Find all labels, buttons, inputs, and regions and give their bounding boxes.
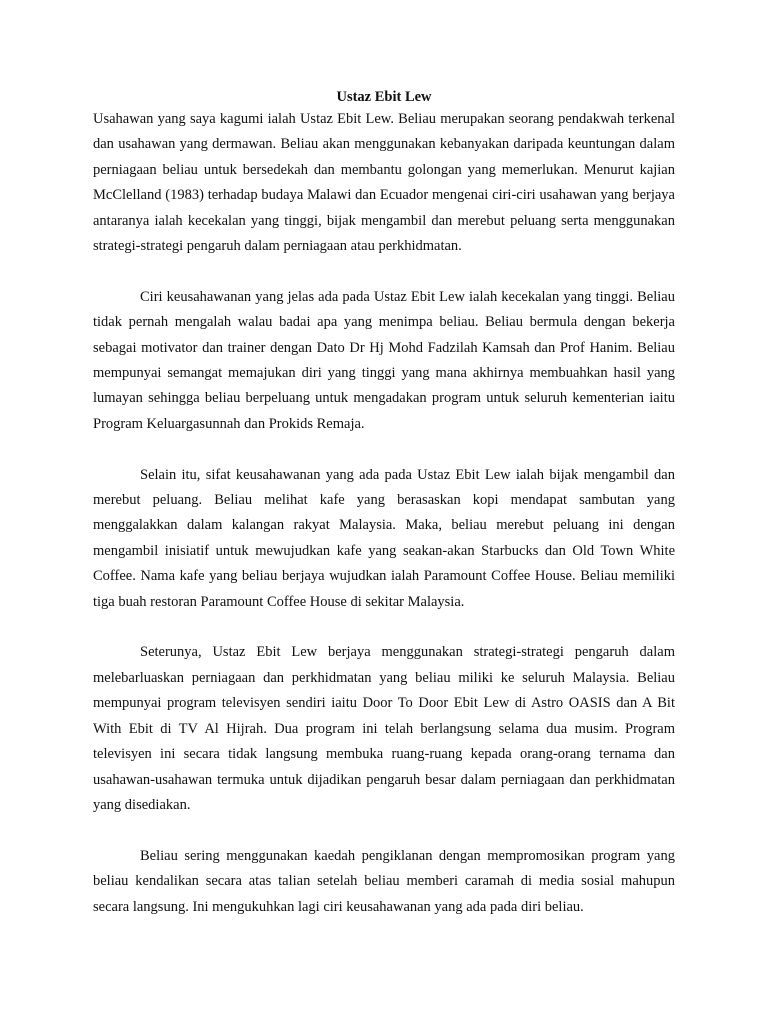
- paragraph-intro: Usahawan yang saya kagumi ialah Ustaz Ebit Lew. Beliau merupakan seorang pendakwah terkenal dan usahawan yang dermawan. Beliau akan menggunakan kebanyakan daripada keuntungan dalam perniagaan beliau untuk bersedekah dan membantu golongan yang memerlukan. Menurut kajian McClelland (1983) terhadap budaya Malawi dan Ecuador mengenai ciri-ciri usahawan yang berjaya antaranya ialah kecekalan yang tinggi, bijak mengambil dan merebut peluang serta menggunakan strategi-strategi pengaruh dalam perniagaan atau perkhidmatan.: [93, 111, 675, 255]
- paragraph-spacer: [93, 259, 675, 284]
- paragraph-spacer: [93, 437, 675, 462]
- paragraph-spacer: [93, 818, 675, 843]
- paragraph-kecekalan: Ciri keusahawanan yang jelas ada pada Ustaz Ebit Lew ialah kecekalan yang tinggi. Beliau tidak pernah mengalah walau badai apa yang menimpa beliau. Beliau bermula dengan bekerja sebagai motivator dan trainer dengan Dato Dr Hj Mohd Fadzilah Kamsah dan Prof Hanim. Beliau mempunyai semangat memajukan diri yang tinggi yang mana akhirnya membuahkan hasil yang lumayan sehingga beliau berpeluang untuk mengadakan program untuk seluruh kementerian iaitu Program Keluargasunnah dan Prokids Remaja.: [93, 288, 675, 432]
- paragraph-peluang: Selain itu, sifat keusahawanan yang ada pada Ustaz Ebit Lew ialah bijak mengambil dan merebut peluang. Beliau melihat kafe yang berasaskan kopi mendapat sambutan yang menggalakkan dalam kalangan rakyat Malaysia. Maka, beliau merebut peluang ini dengan mengambil inisiatif untuk mewujudkan kafe yang seakan-akan Starbucks dan Old Town White Coffee. Nama kafe yang beliau berjaya wujudkan ialah Paramount Coffee House. Beliau memiliki tiga buah restoran Paramount Coffee House di sekitar Malaysia.: [93, 466, 675, 610]
- paragraph-spacer: [93, 615, 675, 640]
- document-body: [93, 87, 675, 920]
- paragraph-strategi: Seterunya, Ustaz Ebit Lew berjaya menggunakan strategi-strategi pengaruh dalam melebarluaskan perniagaan dan perkhidmatan yang beliau miliki ke seluruh Malaysia. Beliau mempunyai program televisyen sendiri iaitu Door To Door Ebit Lew di Astro OASIS dan A Bit With Ebit di TV Al Hijrah. Dua program ini telah berlangsung selama dua musim. Program televisyen ini secara tidak langsung membuka ruang-ruang kepada orang-orang ternama dan usahawan-usahawan termuka untuk dijadikan pengaruh besar dalam perniagaan dan perkhidmatan yang disediakan.: [93, 644, 675, 813]
- document-title: Ustaz Ebit Lew: [336, 89, 432, 105]
- paragraph-pengiklanan: Beliau sering menggunakan kaedah pengiklanan dengan mempromosikan program yang beliau kendalikan secara atas talian setelah beliau memberi caramah di media sosial mahupun secara langsung. Ini mengukuhkan lagi ciri keusahawanan yang ada pada diri beliau.: [93, 847, 675, 915]
